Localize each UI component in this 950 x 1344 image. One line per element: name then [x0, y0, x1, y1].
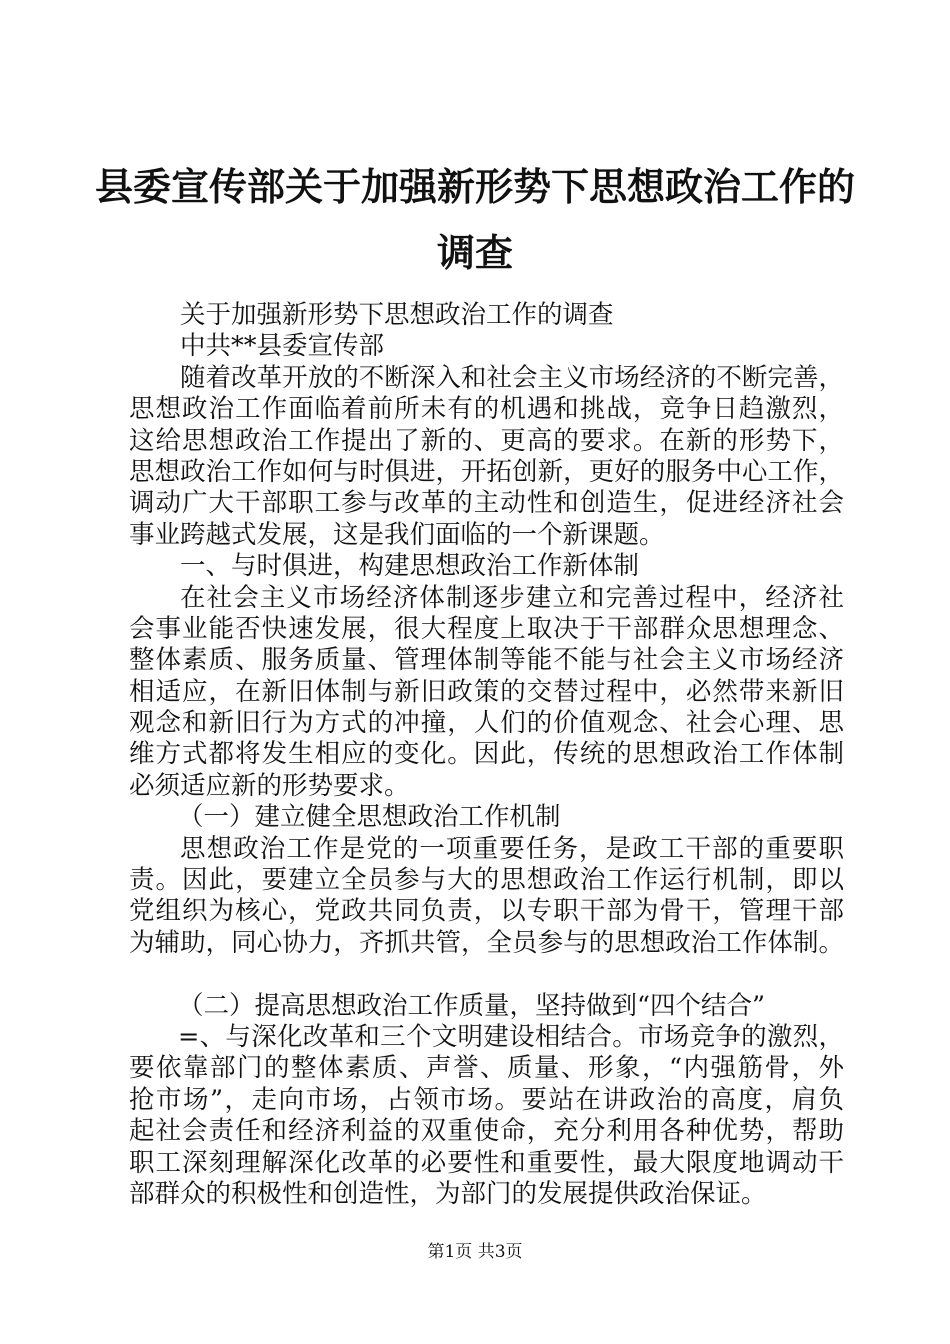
- paragraph-line: 思想政治工作面临着前所未有的机遇和挑战，竞争日趋激烈，: [129, 394, 844, 425]
- document-title-line1: 县委宣传部关于加强新形势下思想政治工作的: [94, 165, 855, 209]
- paragraph-line: 责。因此，要建立全员参与大的思想政治工作运行机制，即以: [129, 865, 844, 896]
- paragraph-line: 观念和新旧行为方式的冲撞，人们的价值观念、社会心理、思: [129, 708, 844, 739]
- paragraph-line: 在社会主义市场经济体制逐步建立和完善过程中，经济社: [180, 582, 844, 613]
- paragraph-line: =、与深化改革和三个文明建设相结合。市场竞争的激烈，: [178, 1021, 844, 1052]
- paragraph-line: 要依靠部门的整体素质、声誉、质量、形象，“内强筋骨，外: [129, 1053, 844, 1084]
- document-body: [129, 300, 844, 1210]
- paragraph-line: 思想政治工作如何与时俱进，开拓创新，更好的服务中心工作，: [129, 456, 844, 487]
- paragraph-line: 调动广大干部职工参与改革的主动性和创造生，促进经济社会: [129, 488, 844, 519]
- subsection-heading: （一）建立健全思想政治工作机制: [178, 802, 561, 833]
- paragraph-line: 整体素质、服务质量、管理体制等能不能与社会主义市场经济: [129, 645, 844, 676]
- paragraph-line: 维方式都将发生相应的变化。因此，传统的思想政治工作体制: [129, 739, 844, 770]
- paragraph-line: 这给思想政治工作提出了新的、更高的要求。在新的形势下，: [129, 425, 844, 456]
- paragraph-line: 会事业能否快速发展，很大程度上取决于干部群众思想理念、: [129, 613, 844, 644]
- paragraph-line: 起社会责任和经济利益的双重使命，充分利用各种优势，帮助: [129, 1116, 844, 1147]
- document-title-line2: 调查: [436, 231, 513, 275]
- paragraph-line: 随着改革开放的不断深入和社会主义市场经济的不断完善，: [180, 362, 844, 393]
- paragraph-line: 思想政治工作是党的一项重要任务，是政工干部的重要职: [180, 833, 844, 864]
- blank-line: [129, 959, 844, 990]
- paragraph-line: 抢市场”，走向市场，占领市场。要站在讲政治的高度，肩负: [129, 1084, 844, 1115]
- paragraph-line: 相适应，在新旧体制与新旧政策的交替过程中，必然带来新旧: [129, 676, 844, 707]
- author-line: 中共**县委宣传部: [180, 331, 385, 362]
- subsection-heading: （二）提高思想政治工作质量，坚持做到“四个结合”: [178, 990, 766, 1021]
- section-heading: 一、与时俱进，构建思想政治工作新体制: [180, 551, 640, 582]
- paragraph-line: 为辅助，同心协力，齐抓共管，全员参与的思想政治工作体制。: [129, 927, 844, 958]
- page-number-footer: 第1页 共3页: [427, 1242, 523, 1262]
- paragraph-line: 部群众的积极性和创造性，为部门的发展提供政治保证。: [129, 1178, 767, 1209]
- paragraph-line: 职工深刻理解深化改革的必要性和重要性，最大限度地调动干: [129, 1147, 844, 1178]
- subtitle: 关于加强新形势下思想政治工作的调查: [180, 300, 614, 330]
- paragraph-line: 必须适应新的形势要求。: [129, 770, 410, 801]
- paragraph-line: 党组织为核心，党政共同负责，以专职干部为骨干，管理干部: [129, 896, 844, 927]
- paragraph-line: 事业跨越式发展，这是我们面临的一个新课题。: [129, 519, 665, 550]
